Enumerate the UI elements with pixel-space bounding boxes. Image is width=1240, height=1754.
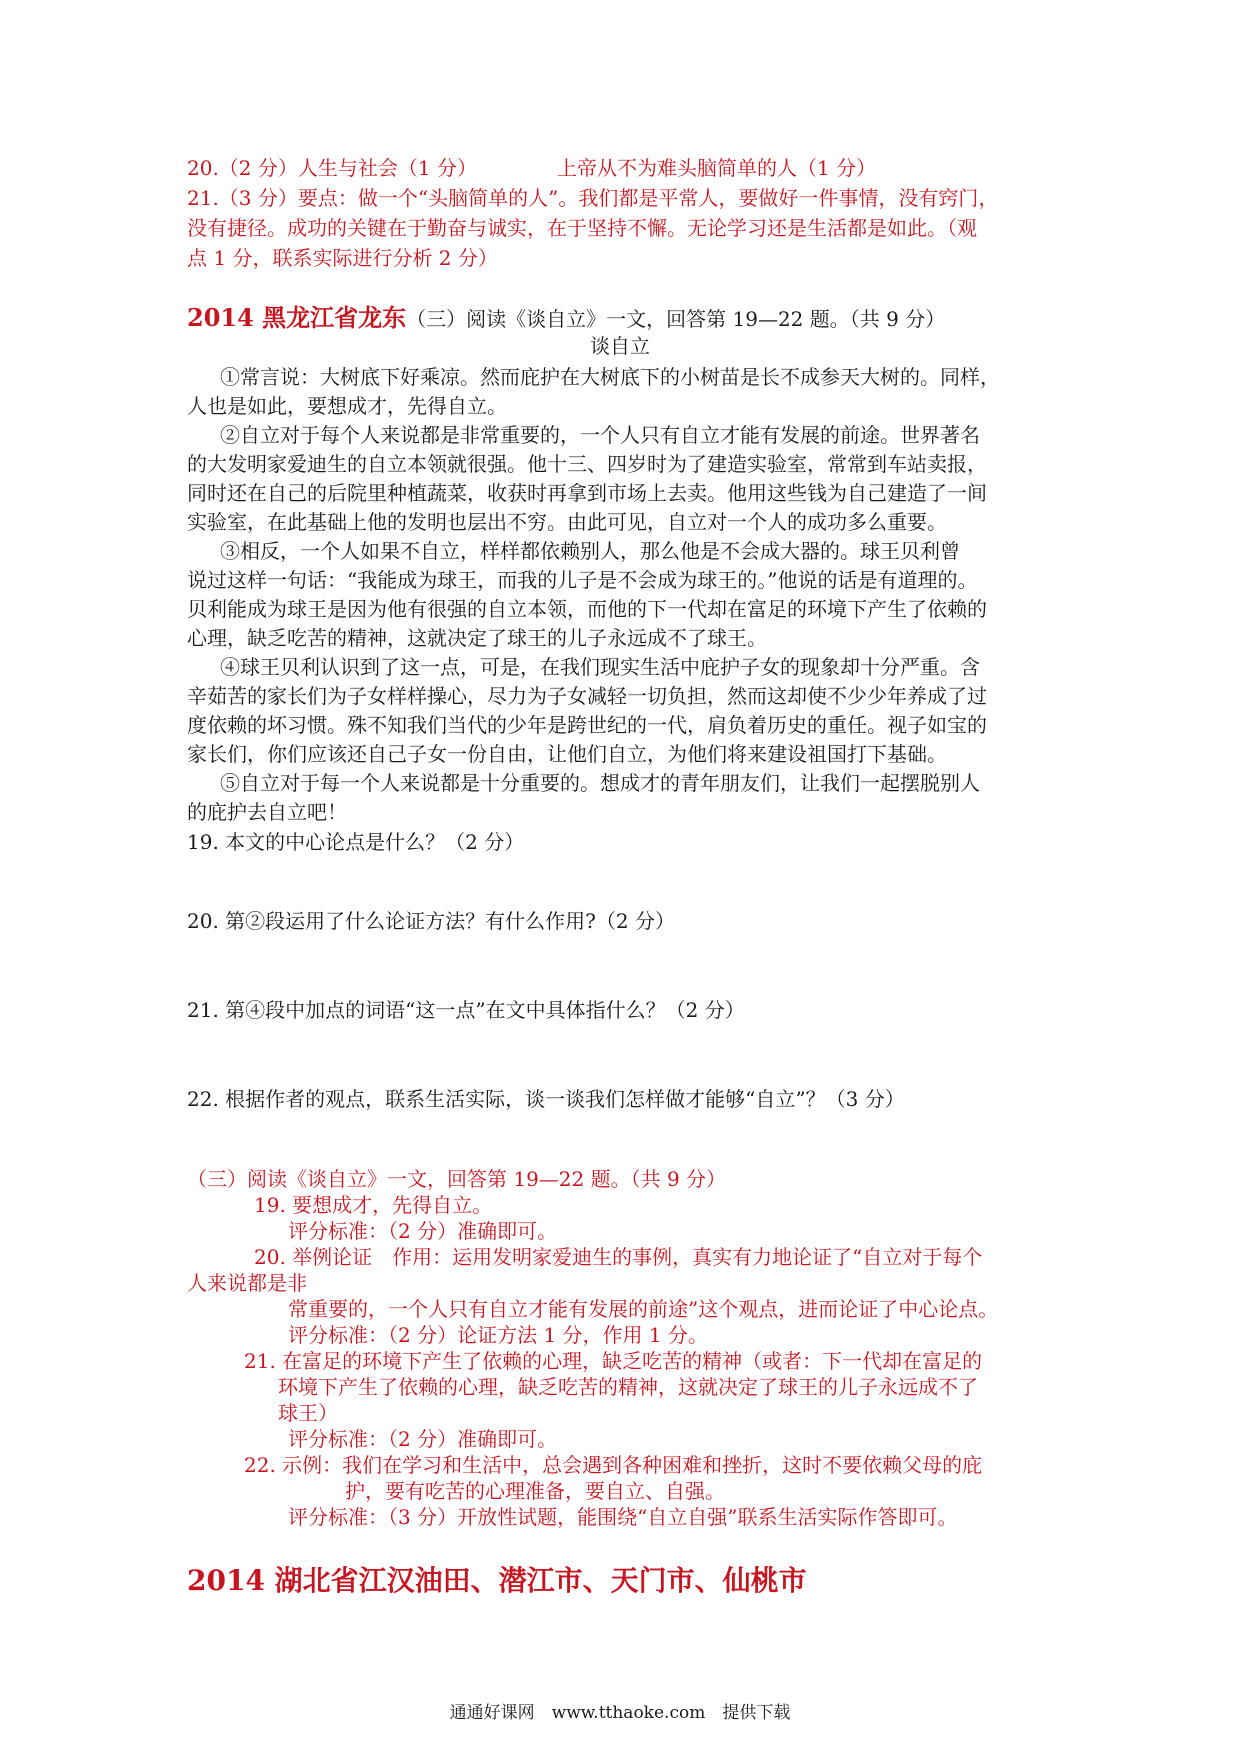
- question-20: 20. 第②段运用了什么论证方法？有什么作用?（2 分）: [187, 909, 675, 933]
- passage-line: 辛茹苦的家长们为子女样样操心，尽力为子女减轻一切负担，然而这却使不少少年养成了过: [187, 684, 987, 708]
- passage-line: ④球王贝利认识到了这一点，可是，在我们现实生活中庇护子女的现象却十分严重。含: [220, 655, 980, 679]
- answer-line: 环境下产生了依赖的心理，缺乏吃苦的精神，这就决定了球王的儿子永远成不了: [278, 1375, 978, 1399]
- passage-line: ⑤自立对于每一个人来说都是十分重要的。想成才的青年朋友们，让我们一起摆脱别人: [220, 771, 980, 795]
- answer-line: 20. 举例论证 作用：运用发明家爱迪生的事例，真实有力地论证了“自立对于每个: [254, 1245, 983, 1269]
- question-19: 19. 本文的中心论点是什么？（2 分）: [187, 830, 525, 854]
- section-heading-region: 2014 黑龙江省龙东: [187, 303, 407, 332]
- passage-line: 贝利能成为球王是因为他有很强的自立本领，而他的下一代却在富足的环境下产生了依赖的: [187, 597, 987, 621]
- passage-line: 同时还在自己的后院里种植蔬菜，收获时再拿到市场上去卖。他用这些钱为自己建造了一间: [187, 481, 987, 505]
- passage-line: 的庇护去自立吧！: [187, 800, 347, 824]
- passage-line: ②自立对于每个人来说都是非常重要的，一个人只有自立才能有发展的前途。世界著名: [220, 423, 980, 447]
- answer-line: 22. 示例：我们在学习和生活中，总会遇到各种困难和挫折，这时不要依赖父母的庇: [244, 1453, 983, 1477]
- prev-answer-line: [187, 155, 876, 181]
- section-heading: [187, 303, 945, 334]
- answer-line: 19. 要想成才，先得自立。: [254, 1193, 493, 1217]
- passage-title: 谈自立: [590, 334, 650, 358]
- answer-line: 护，要有吃苦的心理准备，要自立、自强。: [345, 1479, 725, 1503]
- answer-line: 球王）: [278, 1401, 338, 1425]
- answer-line: 人来说都是非: [187, 1271, 307, 1295]
- answer-line: 评分标准：（2 分）论证方法 1 分，作用 1 分。: [288, 1323, 708, 1347]
- question-21: 21. 第④段中加点的词语“这一点”在文中具体指什么？（2 分）: [187, 998, 745, 1022]
- passage-line: 家长们，你们应该还自己子女一份自由，让他们自立，为他们将来建设祖国打下基础。: [187, 742, 947, 766]
- answer-line: 评分标准：（2 分）准确即可。: [288, 1219, 558, 1243]
- answer-heading: （三）阅读《谈自立》一文，回答第 19—22 题。（共 9 分）: [187, 1167, 727, 1191]
- passage-line: 说过这样一句话：“我能成为球王，而我的儿子是不会成为球王的。”他说的话是有道理的。: [187, 568, 978, 592]
- passage-line: 人也是如此，要想成才，先得自立。: [187, 394, 507, 418]
- page-footer: 通通好课网 www.tthaoke.com 提供下载: [449, 1703, 791, 1723]
- passage-line: 心理，缺乏吃苦的精神，这就决定了球王的儿子永远成不了球王。: [187, 626, 767, 650]
- prev-answer-20b: 上帝从不为难头脑简单的人（1 分）: [556, 156, 877, 180]
- passage-line: 实验室，在此基础上他的发明也层出不穷。由此可见，自立对一个人的成功多么重要。: [187, 510, 947, 534]
- passage-line: 度依赖的坏习惯。殊不知我们当代的少年是跨世纪的一代，肩负着历史的重任。视子如宝的: [187, 713, 987, 737]
- section-heading-instructions: （三）阅读《谈自立》一文，回答第 19—22 题。（共 9 分）: [406, 307, 946, 331]
- answer-line: 评分标准：（3 分）开放性试题，能围绕“自立自强”联系生活实际作答即可。: [288, 1505, 958, 1529]
- passage-line: ①常言说：大树底下好乘凉。然而庇护在大树底下的小树苗是长不成参天大树的。同样，: [220, 365, 1000, 389]
- answer-line: 常重要的，一个人只有自立才能有发展的前途”这个观点，进而论证了中心论点。: [288, 1297, 999, 1321]
- prev-answer-line: 点 1 分，联系实际进行分析 2 分）: [187, 246, 498, 270]
- answer-line: 21. 在富足的环境下产生了依赖的心理，缺乏吃苦的精神（或者：下一代却在富足的: [244, 1349, 983, 1373]
- prev-answer-line: 没有捷径。成功的关键在于勤奋与诚实，在于坚持不懈。无论学习还是生活都是如此。（观: [187, 216, 977, 240]
- prev-answer-20: 20.（2 分）人生与社会（1 分）: [187, 156, 477, 180]
- passage-line: 的大发明家爱迪生的自立本领就很强。他十三、四岁时为了建造实验室，常常到车站卖报，: [187, 452, 987, 476]
- question-22: 22. 根据作者的观点，联系生活实际，谈一谈我们怎样做才能够“自立”？（3 分）: [187, 1087, 905, 1111]
- answer-line: 评分标准：（2 分）准确即可。: [288, 1427, 558, 1451]
- prev-answer-line: 21.（3 分）要点：做一个“头脑简单的人”。我们都是平常人，要做好一件事情，没有窍门，: [187, 186, 999, 210]
- passage-line: ③相反，一个人如果不自立，样样都依赖别人，那么他是不会成大器的。球王贝利曾: [220, 539, 960, 563]
- next-section-heading: 2014 湖北省江汉油田、潜江市、天门市、仙桃市: [187, 1564, 807, 1597]
